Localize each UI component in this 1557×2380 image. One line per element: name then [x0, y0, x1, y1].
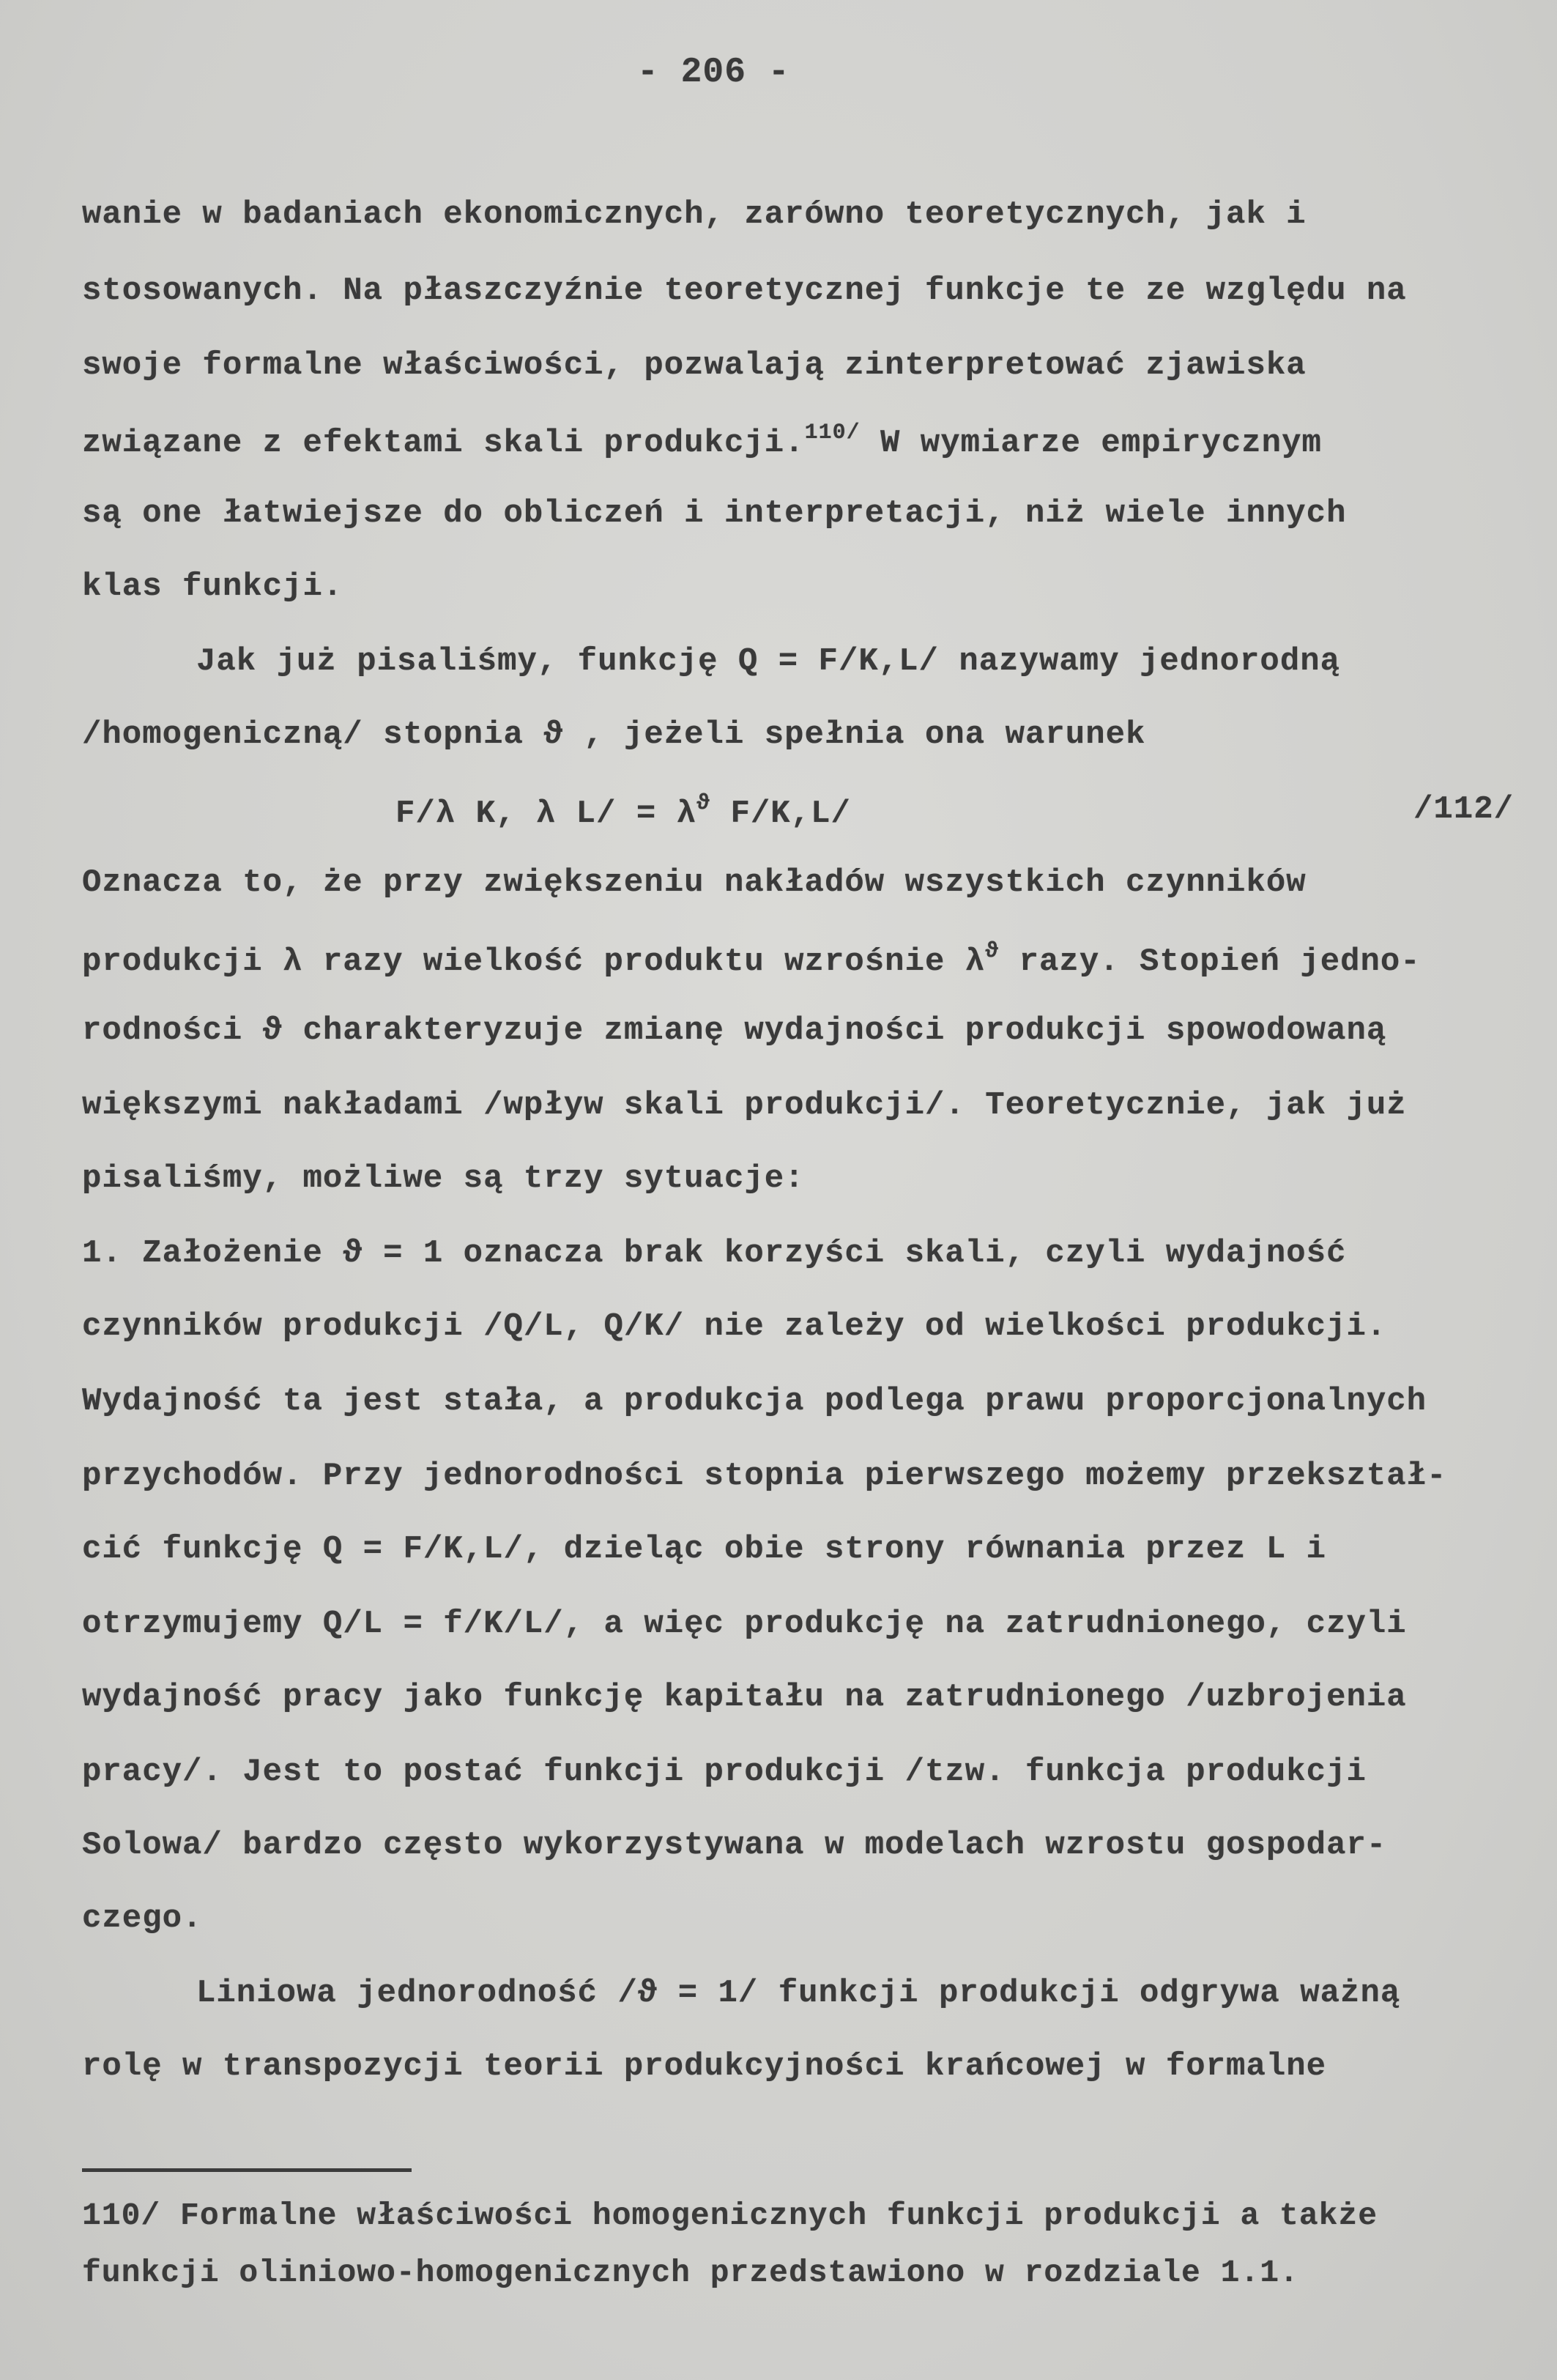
text-line: 1. Założenie ϑ = 1 oznacza brak korzyści skali, czyli wydajność	[82, 1235, 1347, 1272]
text-line: Jak już pisaliśmy, funkcję Q = F/K,L/ nazywamy jednorodną	[196, 643, 1341, 680]
footnote-line: funkcji oliniowo-homogenicznych przedstawiono w rozdziale 1.1.	[82, 2255, 1299, 2291]
text-line	[82, 420, 1322, 461]
equation-exponent: ϑ	[696, 791, 711, 816]
text-line: Wydajność ta jest stała, a produkcja podlega prawu proporcjonalnych	[82, 1383, 1427, 1420]
text-line: Solowa/ bardzo często wykorzystywana w modelach wzrostu gospodar-	[82, 1827, 1387, 1864]
text-line: przychodów. Przy jednorodności stopnia pierwszego możemy przekształ-	[82, 1458, 1447, 1494]
text-line: stosowanych. Na płaszczyźnie teoretycznej funkcje te ze względu na	[82, 273, 1407, 309]
text-line: większymi nakładami /wpływ skali produkcji/. Teoretycznie, jak już	[82, 1087, 1407, 1124]
footnote-line: 110/ Formalne właściwości homogenicznych funkcji produkcji a także	[82, 2198, 1378, 2233]
exponent: ϑ	[985, 939, 1000, 964]
text-line: czego.	[82, 1900, 203, 1937]
text-line: klas funkcji.	[82, 568, 343, 605]
page-number: - 206 -	[637, 53, 790, 92]
text-segment: W wymiarze empirycznym	[860, 425, 1322, 461]
text-line: rodności ϑ charakteryzuje zmianę wydajności produkcji spowodowaną	[82, 1012, 1387, 1049]
text-line: wydajność pracy jako funkcję kapitału na zatrudnionego /uzbrojenia	[82, 1679, 1407, 1716]
text-line: /homogeniczną/ stopnia ϑ , jeżeli spełnia ona warunek	[82, 716, 1146, 753]
text-line: Oznacza to, że przy zwiększeniu nakładów wszystkich czynników	[82, 864, 1307, 901]
equation	[395, 791, 851, 832]
text-segment: razy. Stopień jedno-	[999, 944, 1421, 980]
text-line: pisaliśmy, możliwe są trzy sytuacje:	[82, 1160, 805, 1197]
text-line	[82, 939, 1421, 980]
equation-number: /112/	[1413, 791, 1515, 828]
text-line: swoje formalne właściwości, pozwalają zinterpretować zjawiska	[82, 347, 1307, 384]
text-segment: produkcji λ razy wielkość produktu wzrośnie λ	[82, 944, 986, 980]
text-line: czynników produkcji /Q/L, Q/K/ nie zależy od wielkości produkcji.	[82, 1308, 1387, 1345]
footnote-ref-110: 110/	[804, 420, 861, 445]
text-line: Liniowa jednorodność /ϑ = 1/ funkcji produkcji odgrywa ważną	[196, 1975, 1401, 2012]
equation-rhs: F/K,L/	[710, 796, 851, 832]
text-line: cić funkcję Q = F/K,L/, dzieląc obie strony równania przez L i	[82, 1531, 1327, 1568]
text-line: rolę w transpozycji teorii produkcyjności krańcowej w formalne	[82, 2048, 1327, 2085]
equation-lhs: F/λ K, λ L/ = λ	[395, 796, 697, 832]
text-line: otrzymujemy Q/L = f/K/L/, a więc produkcję na zatrudnionego, czyli	[82, 1606, 1407, 1642]
text-line: pracy/. Jest to postać funkcji produkcji /tzw. funkcja produkcji	[82, 1754, 1367, 1790]
text-line: są one łatwiejsze do obliczeń i interpretacji, niż wiele innych	[82, 495, 1347, 532]
text-segment: związane z efektami skali produkcji.	[82, 425, 805, 461]
footnote-divider	[82, 2168, 412, 2172]
text-line: wanie w badaniach ekonomicznych, zarówno teoretycznych, jak i	[82, 196, 1307, 233]
